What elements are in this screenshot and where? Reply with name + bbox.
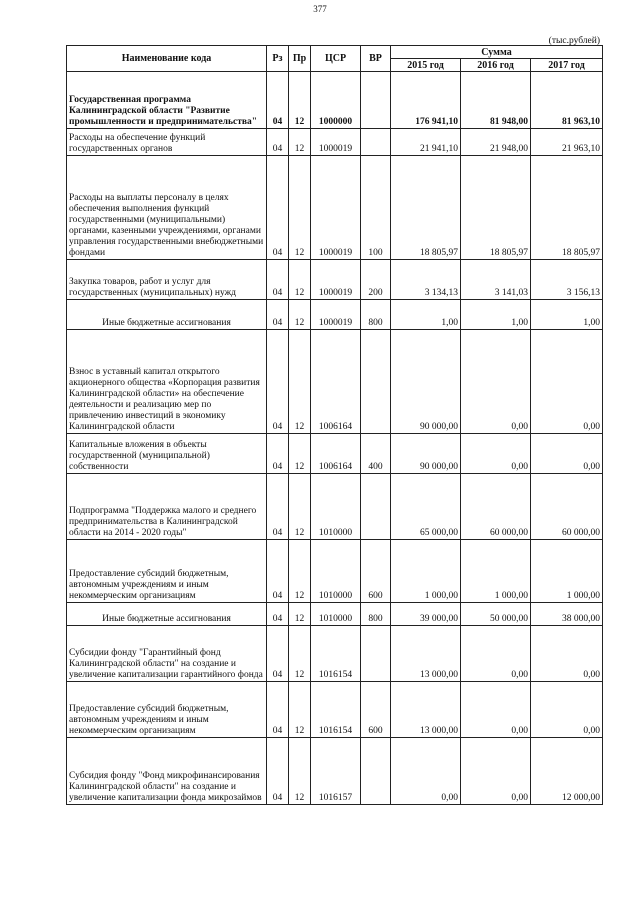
row-vr — [361, 474, 391, 540]
table-row — [67, 129, 603, 156]
row-vr: 600 — [361, 682, 391, 738]
row-csr: 1016157 — [311, 738, 361, 805]
row-2017: 38 000,00 — [531, 603, 603, 626]
row-2016: 81 948,00 — [461, 72, 531, 129]
row-rz: 04 — [267, 603, 289, 626]
row-vr — [361, 738, 391, 805]
row-csr: 1010000 — [311, 540, 361, 603]
row-2015: 1,00 — [391, 300, 461, 330]
row-pr: 12 — [289, 330, 311, 434]
row-name: Субсидии фонду "Гарантийный фонд Калининградской области" на создание и увеличение капитализации гарантийного фонда — [67, 626, 267, 682]
row-2015: 13 000,00 — [391, 626, 461, 682]
row-2017: 1 000,00 — [531, 540, 603, 603]
row-2017: 0,00 — [531, 682, 603, 738]
row-2015: 90 000,00 — [391, 434, 461, 474]
header-sum: Сумма — [391, 46, 603, 59]
row-2017: 81 963,10 — [531, 72, 603, 129]
row-csr: 1000019 — [311, 129, 361, 156]
row-csr: 1000019 — [311, 260, 361, 300]
row-2017: 21 963,10 — [531, 129, 603, 156]
table-row — [67, 540, 603, 603]
header-vr: ВР — [361, 46, 391, 72]
row-pr: 12 — [289, 626, 311, 682]
row-2016: 0,00 — [461, 434, 531, 474]
table-row — [67, 626, 603, 682]
row-name: Предоставление субсидий бюджетным, автономным учреждениям и иным некоммерческим организациям — [67, 682, 267, 738]
row-rz: 04 — [267, 72, 289, 129]
row-2015: 3 134,13 — [391, 260, 461, 300]
row-pr: 12 — [289, 474, 311, 540]
row-2016: 3 141,03 — [461, 260, 531, 300]
row-csr: 1000019 — [311, 156, 361, 260]
table-row — [67, 300, 603, 330]
row-name: Государственная программа Калининградской области "Развитие промышленности и предпринимательства" — [67, 72, 267, 129]
header-rz: Рз — [267, 46, 289, 72]
row-2017: 3 156,13 — [531, 260, 603, 300]
table-row — [67, 434, 603, 474]
row-2016: 1 000,00 — [461, 540, 531, 603]
row-name: Субсидия фонду "Фонд микрофинансирования Калининградской области" на создание и увеличение капитализации фонда микрозаймов — [67, 738, 267, 805]
row-2017: 0,00 — [531, 330, 603, 434]
row-rz: 04 — [267, 474, 289, 540]
row-name: Иные бюджетные ассигнования — [67, 603, 267, 626]
row-name: Подпрограмма "Поддержка малого и среднего предпринимательства в Калининградской области на 2014 - 2020 годы" — [67, 474, 267, 540]
row-rz: 04 — [267, 330, 289, 434]
table-row — [67, 260, 603, 300]
row-name: Закупка товаров, работ и услуг для государственных (муниципальных) нужд — [67, 260, 267, 300]
row-csr: 1010000 — [311, 603, 361, 626]
table-row — [67, 738, 603, 805]
row-2016: 21 948,00 — [461, 129, 531, 156]
table-row — [67, 474, 603, 540]
row-2015: 21 941,10 — [391, 129, 461, 156]
row-name: Расходы на выплаты персоналу в целях обеспечения выполнения функций государственными (муниципальными) органами, казенными учреждениями, органами управления государственными внебюджетными фондами — [67, 156, 267, 260]
row-pr: 12 — [289, 260, 311, 300]
row-vr: 100 — [361, 156, 391, 260]
header-name: Наименование кода — [67, 46, 267, 72]
row-name: Иные бюджетные ассигнования — [67, 300, 267, 330]
row-name: Предоставление субсидий бюджетным, автономным учреждениям и иным некоммерческим организациям — [67, 540, 267, 603]
header-2015: 2015 год — [391, 59, 461, 72]
row-csr: 1010000 — [311, 474, 361, 540]
row-pr: 12 — [289, 682, 311, 738]
header-2016: 2016 год — [461, 59, 531, 72]
table-row — [67, 72, 603, 129]
row-rz: 04 — [267, 300, 289, 330]
row-2015: 13 000,00 — [391, 682, 461, 738]
row-vr — [361, 129, 391, 156]
row-pr: 12 — [289, 603, 311, 626]
table-row — [67, 156, 603, 260]
table-row — [67, 603, 603, 626]
row-rz: 04 — [267, 626, 289, 682]
row-2016: 1,00 — [461, 300, 531, 330]
row-2015: 18 805,97 — [391, 156, 461, 260]
row-rz: 04 — [267, 682, 289, 738]
header-2017: 2017 год — [531, 59, 603, 72]
row-name: Взнос в уставный капитал открытого акционерного общества «Корпорация развития Калининградской области» на обеспечение деятельности и реализацию мер по привлечению инвестиций в экономику Калининградской области — [67, 330, 267, 434]
row-2015: 90 000,00 — [391, 330, 461, 434]
row-vr: 600 — [361, 540, 391, 603]
row-csr: 1016154 — [311, 682, 361, 738]
row-2017: 60 000,00 — [531, 474, 603, 540]
row-2017: 0,00 — [531, 434, 603, 474]
row-vr: 800 — [361, 300, 391, 330]
table-row — [67, 330, 603, 434]
row-csr: 1000019 — [311, 300, 361, 330]
row-pr: 12 — [289, 156, 311, 260]
row-rz: 04 — [267, 129, 289, 156]
row-vr — [361, 72, 391, 129]
row-csr: 1000000 — [311, 72, 361, 129]
row-2016: 0,00 — [461, 626, 531, 682]
row-2016: 0,00 — [461, 682, 531, 738]
row-vr — [361, 330, 391, 434]
row-pr: 12 — [289, 72, 311, 129]
row-rz: 04 — [267, 540, 289, 603]
row-csr: 1006164 — [311, 434, 361, 474]
page-number: 377 — [313, 4, 327, 14]
row-2015: 65 000,00 — [391, 474, 461, 540]
row-2016: 60 000,00 — [461, 474, 531, 540]
row-rz: 04 — [267, 260, 289, 300]
row-2015: 1 000,00 — [391, 540, 461, 603]
header-csr: ЦСР — [311, 46, 361, 72]
row-2017: 12 000,00 — [531, 738, 603, 805]
row-pr: 12 — [289, 540, 311, 603]
row-vr: 400 — [361, 434, 391, 474]
row-rz: 04 — [267, 738, 289, 805]
row-csr: 1006164 — [311, 330, 361, 434]
row-pr: 12 — [289, 434, 311, 474]
row-2017: 0,00 — [531, 626, 603, 682]
row-csr: 1016154 — [311, 626, 361, 682]
row-vr: 800 — [361, 603, 391, 626]
row-pr: 12 — [289, 738, 311, 805]
budget-table — [66, 45, 603, 805]
row-vr: 200 — [361, 260, 391, 300]
row-2015: 0,00 — [391, 738, 461, 805]
row-2015: 39 000,00 — [391, 603, 461, 626]
row-rz: 04 — [267, 156, 289, 260]
row-2016: 18 805,97 — [461, 156, 531, 260]
row-name: Расходы на обеспечение функций государственных органов — [67, 129, 267, 156]
row-pr: 12 — [289, 129, 311, 156]
row-vr — [361, 626, 391, 682]
units-label: (тыс.рублей) — [548, 36, 600, 46]
row-pr: 12 — [289, 300, 311, 330]
row-2016: 0,00 — [461, 330, 531, 434]
row-2017: 18 805,97 — [531, 156, 603, 260]
row-2016: 0,00 — [461, 738, 531, 805]
row-2016: 50 000,00 — [461, 603, 531, 626]
row-2015: 176 941,10 — [391, 72, 461, 129]
row-rz: 04 — [267, 434, 289, 474]
header-pr: Пр — [289, 46, 311, 72]
table-row — [67, 682, 603, 738]
row-2017: 1,00 — [531, 300, 603, 330]
row-name: Капитальные вложения в объекты государственной (муниципальной) собственности — [67, 434, 267, 474]
